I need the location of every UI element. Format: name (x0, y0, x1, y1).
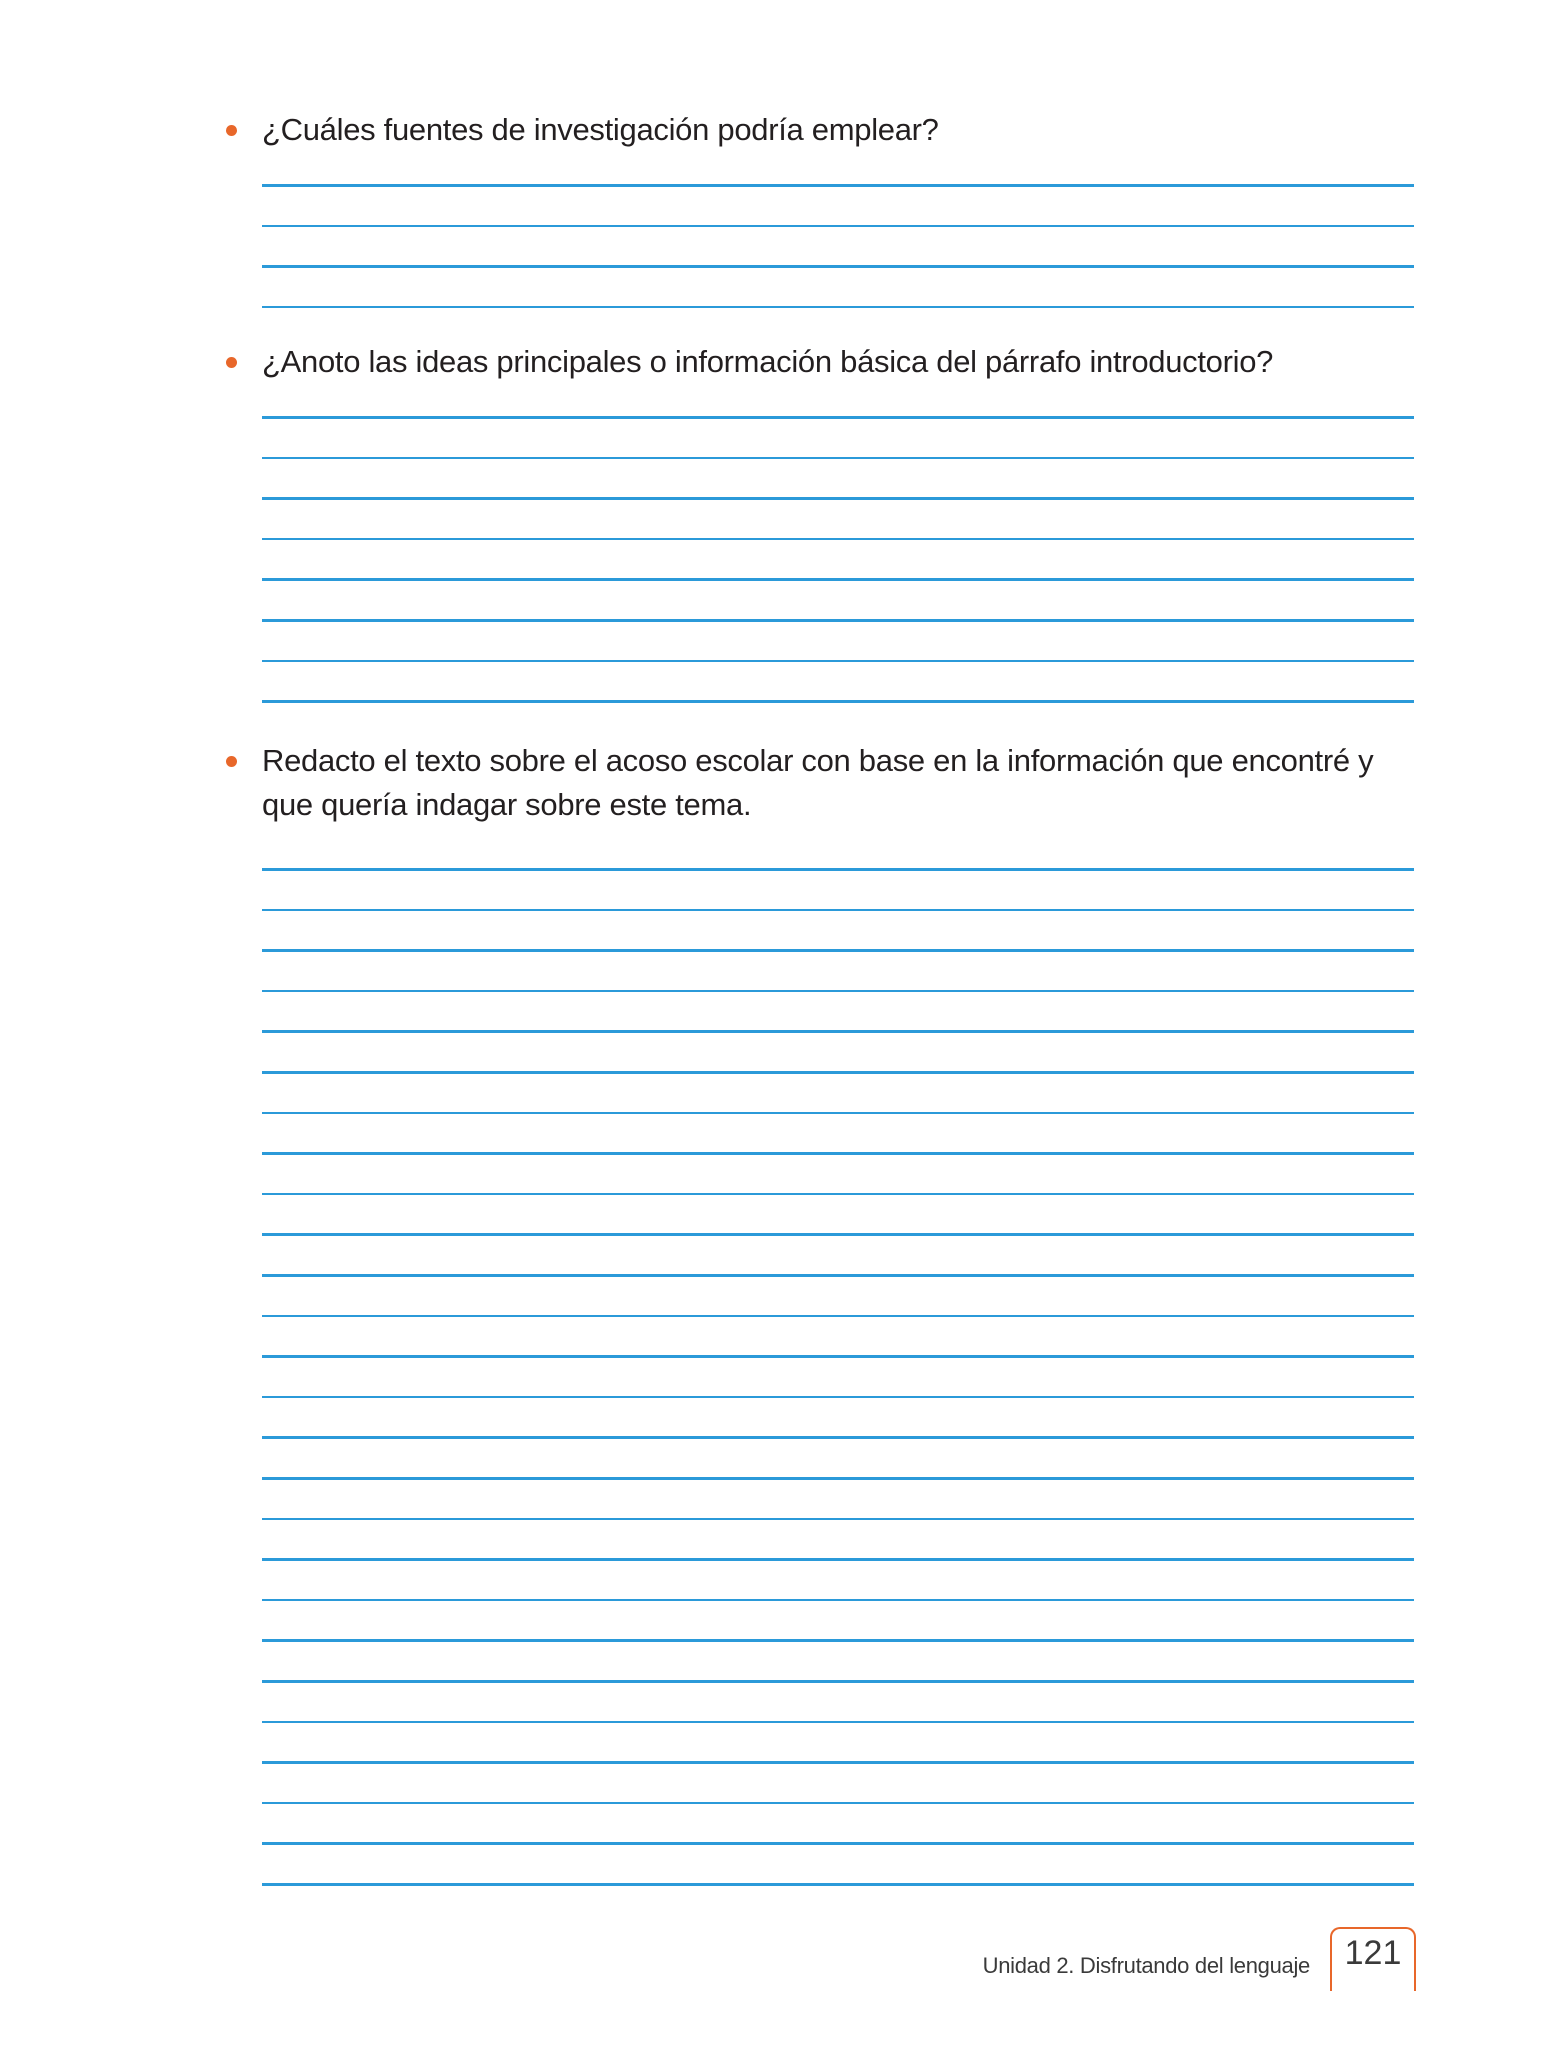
writing-line (262, 1193, 1414, 1196)
writing-line (262, 1599, 1414, 1602)
writing-line (262, 457, 1414, 460)
writing-line (262, 1152, 1414, 1155)
writing-line (262, 868, 1414, 871)
writing-line (262, 909, 1414, 912)
writing-line (262, 1112, 1414, 1115)
writing-line (262, 1436, 1414, 1439)
page-number: 121 (1344, 1934, 1402, 1972)
writing-line (262, 1639, 1414, 1642)
footer-unit-label: Unidad 2. Disfrutando del lenguaje (982, 1953, 1310, 1978)
bullet-icon (226, 756, 237, 767)
question-text: Redacto el texto sobre el acoso escolar con base en la información que encontré y que quería indagar sobre este tema. (262, 743, 1374, 822)
writing-line (262, 1274, 1414, 1277)
writing-line (262, 1071, 1414, 1074)
writing-line (262, 1883, 1414, 1886)
writing-line (262, 1721, 1414, 1724)
writing-line (262, 1030, 1414, 1033)
writing-line (262, 225, 1414, 228)
writing-line (262, 1842, 1414, 1845)
question-text: ¿Cuáles fuentes de investigación podría emplear? (262, 112, 939, 147)
writing-line (262, 1355, 1414, 1358)
writing-line (262, 619, 1414, 622)
writing-lines-1[interactable] (262, 184, 1414, 314)
writing-line (262, 578, 1414, 581)
bullet-icon (226, 357, 237, 368)
writing-line (262, 1518, 1414, 1521)
writing-line (262, 416, 1414, 419)
writing-line (262, 538, 1414, 541)
writing-line (262, 265, 1414, 268)
writing-line (262, 306, 1414, 309)
writing-lines-3[interactable] (262, 868, 1414, 1898)
writing-line (262, 1680, 1414, 1683)
writing-line (262, 949, 1414, 952)
writing-line (262, 990, 1414, 993)
writing-lines-2[interactable] (262, 416, 1414, 716)
writing-line (262, 1315, 1414, 1318)
writing-line (262, 1477, 1414, 1480)
writing-line (262, 1558, 1414, 1561)
writing-line (262, 1233, 1414, 1236)
writing-line (262, 700, 1414, 703)
writing-line (262, 497, 1414, 500)
writing-line (262, 1761, 1414, 1764)
writing-line (262, 1802, 1414, 1805)
writing-line (262, 660, 1414, 663)
writing-line (262, 184, 1414, 187)
question-text: ¿Anoto las ideas principales o información básica del párrafo introductorio? (262, 344, 1274, 379)
bullet-icon (226, 125, 237, 136)
writing-line (262, 1396, 1414, 1399)
